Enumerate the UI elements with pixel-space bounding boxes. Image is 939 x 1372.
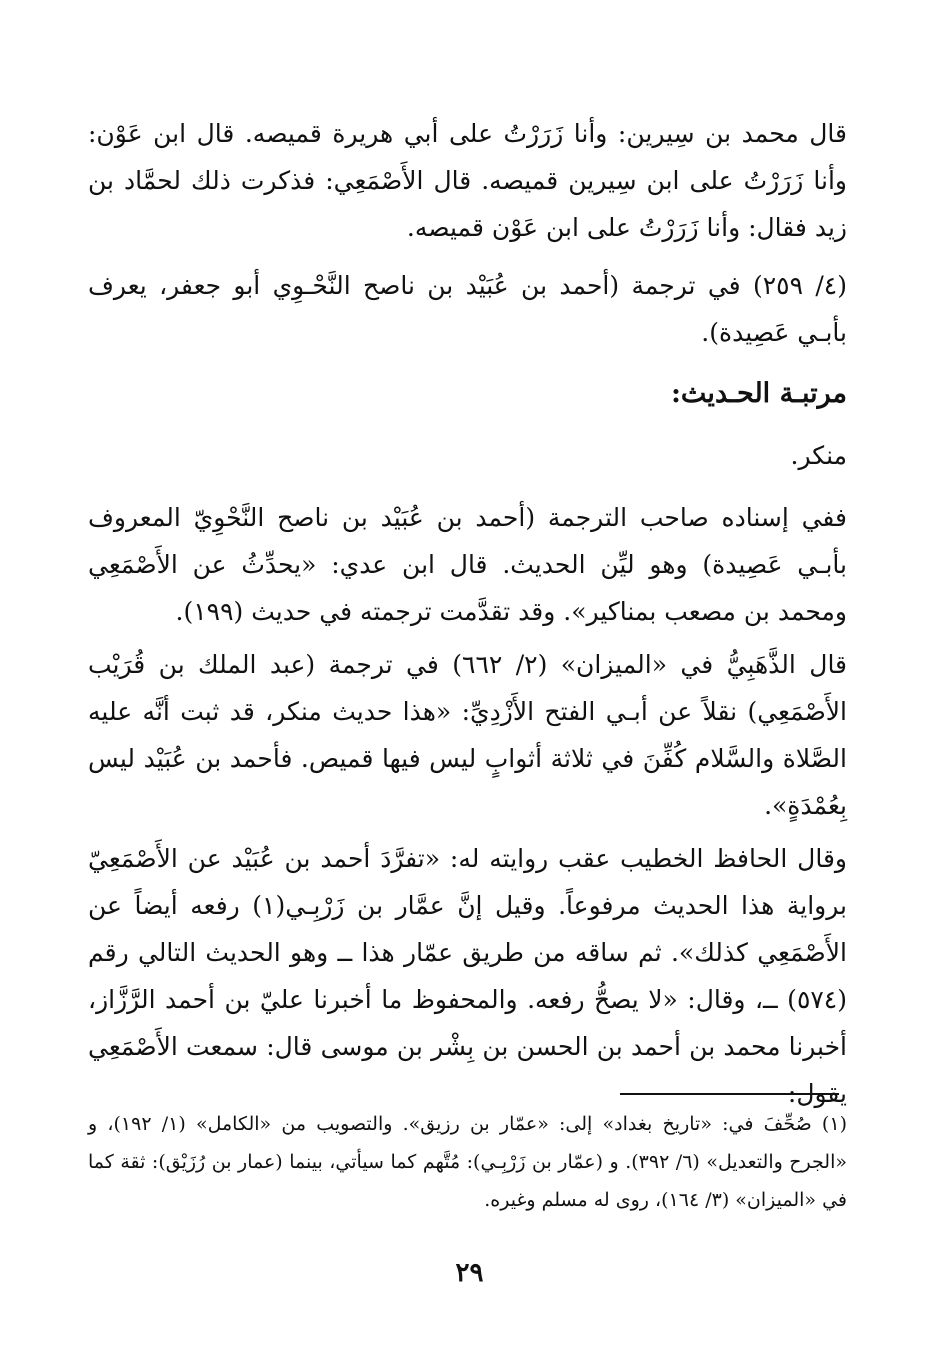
paragraph-5 [88,835,847,1117]
page-number: ٢٩ [455,1258,484,1288]
footnote-text: (١) صُحِّفَ في: «تاريخ بغداد» إلى: «عمّار بن رزيق». والتصويب من «الكامل» (١/ ١٩٢)، و «الجرح والتعديل» (٦/ ٣٩٢). و (عمّار بن زَرْبِـي): مُتَّهم كما سيأتي، بينما (عمار بن رُزَيْق): ثقة كما في «الميزان» (٣/ ١٦٤)، روى له مسلم وغيره. [88,1113,847,1211]
verdict-text: منكر. [790,441,847,470]
heading-text: مرتبـة الحـديث: [670,378,847,409]
paragraph-text: وقال الحافظ الخطيب عقب روايته له: «تفرَّدَ أحمد بن عُبَيْد عن الأَصْمَعِيّ برواية هذا الحديث مرفوعاً. وقيل إنَّ عمَّار بن زَرْبِـي(١) رفعه أيضاً عن الأَصْمَعِي كذلك». ثم ساقه من طريق عمّار هذا ــ وهو الحديث التالي رقم (٥٧٤) ــ، وقال: «لا يصحُّ رفعه. والمحفوظ ما أخبرنا عليّ بن أحمد الرَّزَّاز، أخبرنا محمد بن أحمد بن الحسن بن بِشْر بن موسى قال: سمعت الأَصْمَعِي يقول: [88,844,847,1108]
paragraph-2 [88,262,847,356]
paragraph-3 [88,494,847,635]
footnote-divider [620,1093,839,1095]
footnote [88,1105,847,1219]
paragraph-text: قال محمد بن سِيرين: وأنا زَرَرْتُ على أبي هريرة قميصه. قال ابن عَوْن: وأنا زَرَرْتُ على ابن سِيرين قميصه. قال الأَصْمَعِي: فذكرت ذلك لحمَّاد بن زيد فقال: وأنا زَرَرْتُ على ابن عَوْن قميصه. [88,119,847,242]
paragraph-1 [88,110,847,251]
section-heading [88,378,847,409]
verdict [88,432,847,479]
paragraph-text: (٤/ ٢٥٩) في ترجمة (أحمد بن عُبَيْد بن ناصح النَّحْـوِي أبو جعفر، يعرف بأبـي عَصِيدة). [88,271,847,347]
paragraph-text: ففي إسناده صاحب الترجمة (أحمد بن عُبَيْد بن ناصح النَّحْوِيّ المعروف بأبـي عَصِيدة) وهو ليِّن الحديث. قال ابن عدي: «يحدِّثُ عن الأَصْمَعِي ومحمد بن مصعب بمناكير». وقد تقدَّمت ترجمته في حديث (١٩٩). [88,503,847,626]
paragraph-4 [88,641,847,829]
paragraph-text: قال الذَّهَبِيُّ في «الميزان» (٢/ ٦٦٢) في ترجمة (عبد الملك بن قُرَيْب الأَصْمَعِي) نقلاً عن أبـي الفتح الأَزْدِيِّ: «هذا حديث منكر، قد ثبت أنَّه عليه الصَّلاة والسَّلام كُفِّنَ في ثلاثة أثوابٍ ليس فيها قميص. فأحمد بن عُبَيْد ليس بِعُمْدَةٍ». [88,650,848,820]
